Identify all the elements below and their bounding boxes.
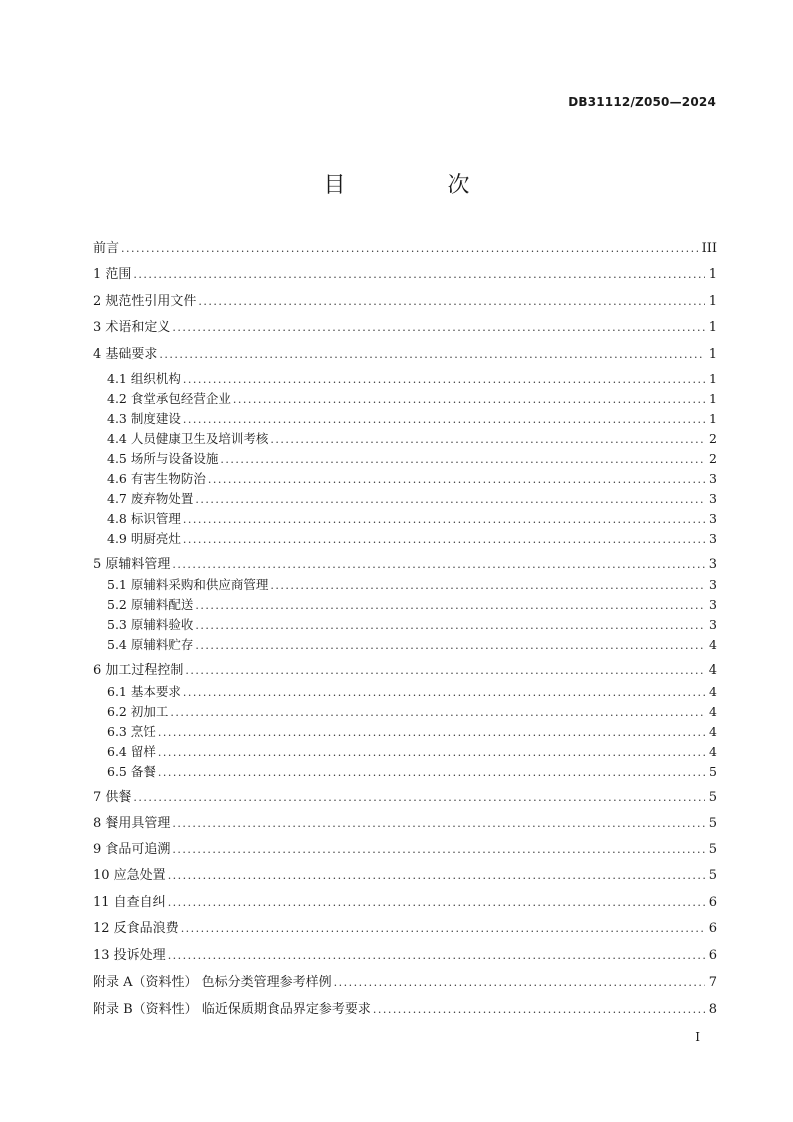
toc-entry-page: 5 xyxy=(708,816,717,831)
toc-entry-page: 4 xyxy=(709,724,717,739)
toc-entry[interactable] xyxy=(93,450,717,469)
toc-entry-page: 6 xyxy=(708,921,717,936)
toc-entry-page: 5 xyxy=(708,790,717,805)
toc-entry-page: 3 xyxy=(708,557,717,572)
toc-entry[interactable] xyxy=(93,1001,717,1019)
toc-entry[interactable] xyxy=(93,616,717,635)
dot-leader xyxy=(185,662,704,680)
toc-entry-page: 4 xyxy=(709,704,717,719)
toc-entry-page: 1 xyxy=(708,294,717,309)
toc-entry[interactable] xyxy=(93,510,717,529)
toc-entry-label: 1 范围 xyxy=(93,267,132,282)
dot-leader xyxy=(158,764,705,782)
toc-entry-page: 3 xyxy=(709,617,717,632)
toc-entry[interactable] xyxy=(93,240,717,258)
toc-entry-label: 5.2 原辅料配送 xyxy=(107,597,194,612)
toc-entry-page: 5 xyxy=(708,842,717,857)
dot-leader xyxy=(198,293,704,311)
toc-entry-page: 1 xyxy=(708,267,717,282)
dot-leader xyxy=(208,471,705,489)
dot-leader xyxy=(133,789,704,807)
toc-entry-label: 4.6 有害生物防治 xyxy=(107,471,206,486)
toc-entry-label: 5.1 原辅料采购和供应商管理 xyxy=(107,577,269,592)
dot-leader xyxy=(183,511,705,529)
toc-entry-label: 6.3 烹饪 xyxy=(107,724,156,739)
toc-entry-page: 1 xyxy=(708,347,717,362)
dot-leader xyxy=(183,684,705,702)
toc-entry-label: 9 食品可追溯 xyxy=(93,842,171,857)
toc-entry[interactable] xyxy=(93,841,717,859)
dot-leader xyxy=(133,266,704,284)
dot-leader xyxy=(172,556,704,574)
toc-entry[interactable] xyxy=(93,974,717,992)
toc-entry-page: 4 xyxy=(709,637,717,652)
toc-entry-label: 4.7 废弃物处置 xyxy=(107,491,194,506)
toc-entry-label: 3 术语和定义 xyxy=(93,320,171,335)
toc-entry[interactable] xyxy=(93,490,717,509)
dot-leader xyxy=(168,867,705,885)
toc-entry[interactable] xyxy=(93,894,717,912)
dot-leader xyxy=(270,577,705,595)
toc-entry[interactable] xyxy=(93,920,717,938)
toc-entry[interactable] xyxy=(93,390,717,409)
toc-entry[interactable] xyxy=(93,662,717,680)
toc-entry-label: 4.2 食堂承包经营企业 xyxy=(107,391,231,406)
toc-entry[interactable] xyxy=(93,576,717,595)
toc-entry[interactable] xyxy=(93,703,717,722)
toc-entry-page: 2 xyxy=(709,451,717,466)
dot-leader xyxy=(158,724,705,742)
toc-entry[interactable] xyxy=(93,789,717,807)
toc-entry[interactable] xyxy=(93,683,717,702)
dot-leader xyxy=(172,319,704,337)
dot-leader xyxy=(183,411,705,429)
toc-entry-label: 10 应急处置 xyxy=(93,868,166,883)
dot-leader xyxy=(195,491,705,509)
toc-entry-page: 3 xyxy=(709,471,717,486)
toc-entry-label: 4.5 场所与设备设施 xyxy=(107,451,219,466)
toc-entry[interactable] xyxy=(93,430,717,449)
dot-leader xyxy=(220,451,705,469)
dot-leader xyxy=(181,920,705,938)
toc-entry-page: 1 xyxy=(709,391,717,406)
toc-entry-page: 3 xyxy=(709,531,717,546)
dot-leader xyxy=(168,947,705,965)
toc-entry-label: 6.2 初加工 xyxy=(107,704,169,719)
page-title: 目 次 xyxy=(323,173,510,198)
toc-entry[interactable] xyxy=(93,867,717,885)
toc-entry[interactable] xyxy=(93,763,717,782)
toc-entry-label: 4 基础要求 xyxy=(93,347,158,362)
toc-entry[interactable] xyxy=(93,470,717,489)
toc-entry-label: 6.4 留样 xyxy=(107,744,156,759)
toc-entry[interactable] xyxy=(93,530,717,549)
dot-leader xyxy=(159,346,704,364)
dot-leader xyxy=(172,841,704,859)
toc-entry-page: 5 xyxy=(709,764,717,779)
toc-entry-label: 8 餐用具管理 xyxy=(93,816,171,831)
toc-entry-page: 4 xyxy=(709,684,717,699)
document-code: DB31112/Z050—2024 xyxy=(568,95,716,109)
toc-entry[interactable] xyxy=(93,319,717,337)
dot-leader xyxy=(170,704,705,722)
toc-entry-page: 1 xyxy=(709,411,717,426)
toc-entry-label: 5 原辅料管理 xyxy=(93,557,171,572)
toc-entry[interactable] xyxy=(93,370,717,389)
toc-entry-page: 8 xyxy=(708,1002,717,1017)
toc-entry-page: 1 xyxy=(708,320,717,335)
toc-entry-label: 12 反食品浪费 xyxy=(93,921,179,936)
toc-entry-label: 13 投诉处理 xyxy=(93,948,166,963)
dot-leader xyxy=(183,531,705,549)
toc-entry-label: 11 自查自纠 xyxy=(93,895,166,910)
toc-entry-label: 6.1 基本要求 xyxy=(107,684,181,699)
toc-entry-label: 4.4 人员健康卫生及培训考核 xyxy=(107,431,269,446)
dot-leader xyxy=(334,974,705,992)
dot-leader xyxy=(373,1001,705,1019)
toc-entry-page: 5 xyxy=(708,868,717,883)
dot-leader xyxy=(121,240,698,258)
dot-leader xyxy=(195,597,705,615)
toc-entry-label: 4.9 明厨亮灶 xyxy=(107,531,181,546)
dot-leader xyxy=(168,894,705,912)
toc-entry[interactable] xyxy=(93,636,717,655)
toc-entry[interactable] xyxy=(93,293,717,311)
dot-leader xyxy=(195,617,705,635)
dot-leader xyxy=(195,637,705,655)
page-number: I xyxy=(695,1030,700,1044)
toc-entry-page: 1 xyxy=(709,371,717,386)
toc-entry-label: 4.3 制度建设 xyxy=(107,411,181,426)
toc-entry-label: 附录 A（资料性） 色标分类管理参考样例 xyxy=(93,975,332,990)
toc-entry-page: 7 xyxy=(708,975,717,990)
toc-entry-page: 4 xyxy=(709,744,717,759)
dot-leader xyxy=(183,371,705,389)
toc-entry-label: 7 供餐 xyxy=(93,790,132,805)
toc-entry[interactable] xyxy=(93,947,717,965)
toc-entry-page: 2 xyxy=(709,431,717,446)
toc-entry-label: 6 加工过程控制 xyxy=(93,663,184,678)
dot-leader xyxy=(270,431,705,449)
toc-entry-page: III xyxy=(701,241,717,256)
toc-entry-label: 前言 xyxy=(93,241,120,256)
toc-entry[interactable] xyxy=(93,723,717,742)
toc-entry-label: 6.5 备餐 xyxy=(107,764,156,779)
toc-entry-page: 6 xyxy=(708,895,717,910)
toc-entry-label: 4.1 组织机构 xyxy=(107,371,181,386)
toc-entry[interactable] xyxy=(93,556,717,574)
dot-leader xyxy=(233,391,705,409)
dot-leader xyxy=(158,744,705,762)
toc-entry-page: 3 xyxy=(709,491,717,506)
toc-entry-label: 5.3 原辅料验收 xyxy=(107,617,194,632)
toc-entry-label: 5.4 原辅料贮存 xyxy=(107,637,194,652)
toc-entry[interactable] xyxy=(93,410,717,429)
toc-entry-page: 3 xyxy=(709,597,717,612)
toc-entry[interactable] xyxy=(93,815,717,833)
toc-entry[interactable] xyxy=(93,346,717,364)
dot-leader xyxy=(172,815,704,833)
toc-entry-page: 4 xyxy=(708,663,717,678)
toc-entry-label: 附录 B（资料性） 临近保质期食品界定参考要求 xyxy=(93,1002,371,1017)
toc-entry-page: 6 xyxy=(708,948,717,963)
toc-entry[interactable] xyxy=(93,743,717,762)
toc-entry[interactable] xyxy=(93,266,717,284)
toc-entry[interactable] xyxy=(93,596,717,615)
toc-entry-page: 3 xyxy=(709,511,717,526)
toc-entry-label: 4.8 标识管理 xyxy=(107,511,181,526)
toc-entry-page: 3 xyxy=(709,577,717,592)
toc-entry-label: 2 规范性引用文件 xyxy=(93,294,197,309)
